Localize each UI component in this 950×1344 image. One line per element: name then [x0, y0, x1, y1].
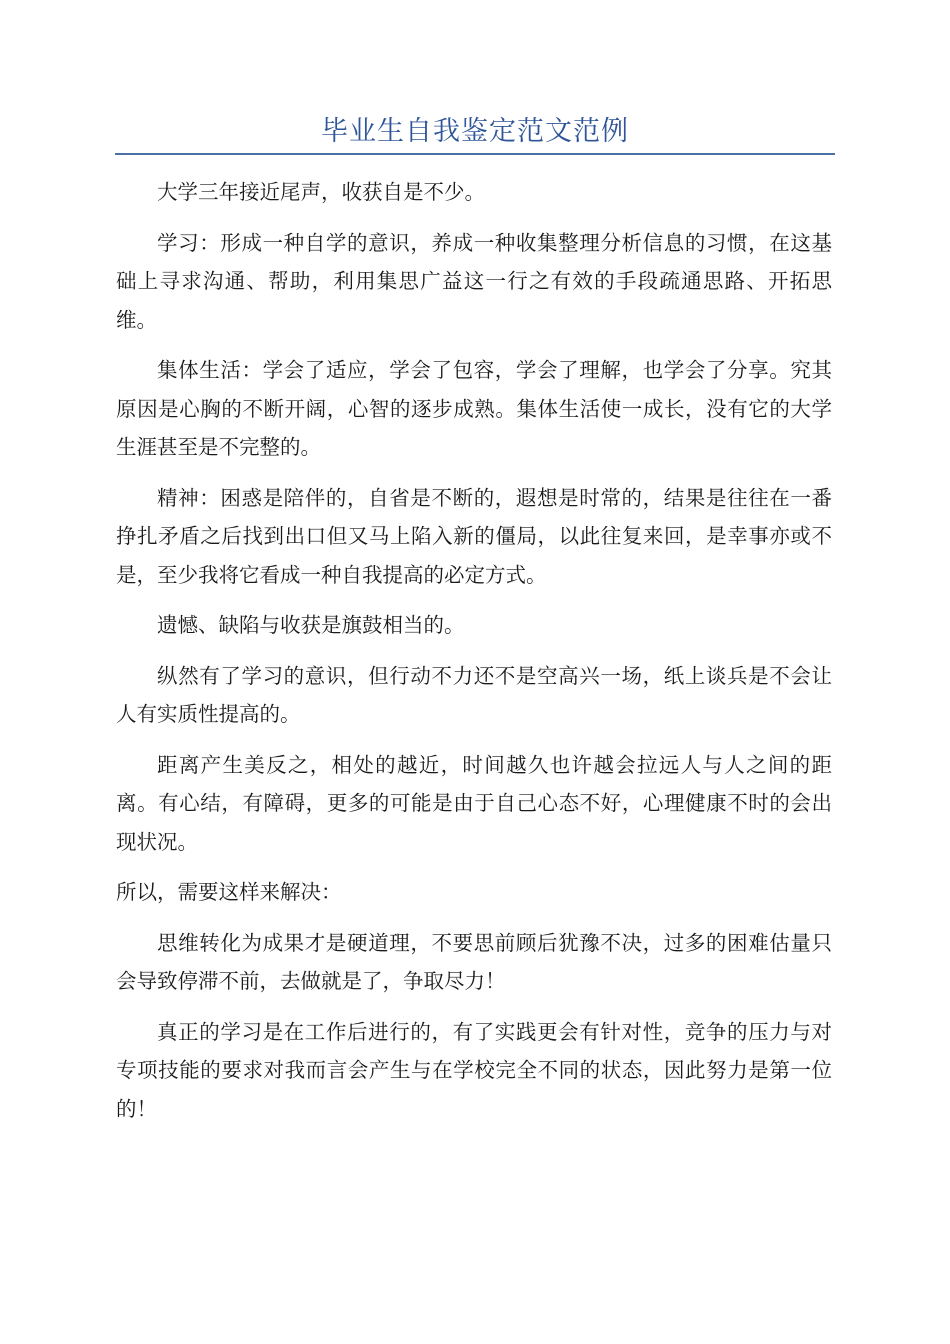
paragraph-action: 纵然有了学习的意识，但行动不力还不是空高兴一场，纸上谈兵是不会让人有实质性提高的。: [116, 663, 832, 726]
paragraph-distance: 距离产生美反之，相处的越近，时间越久也许越会拉远人与人之间的距离。有心结，有障碍，更多的可能是由于自己心态不好，心理健康不时的会出现状况。: [116, 752, 832, 854]
paragraph-real-learning: 真正的学习是在工作后进行的，有了实践更会有针对性，竞争的压力与对专项技能的要求对我而言会产生与在学校完全不同的状态，因此努力是第一位的！: [116, 1019, 832, 1121]
paragraph-study: 学习：形成一种自学的意识，养成一种收集整理分析信息的习惯，在这基础上寻求沟通、帮助，利用集思广益这一行之有效的手段疏通思路、开拓思维。: [116, 230, 832, 332]
paragraph-solution-intro: 所以，需要这样来解决：: [116, 880, 342, 904]
document-body: [116, 173, 832, 1140]
paragraph-thinking: 思维转化为成果才是硬道理，不要思前顾后犹豫不决，过多的困难估量只会导致停滞不前，去做就是了，争取尽力！: [116, 930, 832, 993]
paragraph-regrets: 遗憾、缺陷与收获是旗鼓相当的。: [157, 613, 465, 637]
paragraph-intro: 大学三年接近尾声，收获自是不少。: [157, 180, 485, 204]
paragraph-group-life: 集体生活：学会了适应，学会了包容，学会了理解，也学会了分享。究其原因是心胸的不断开阔，心智的逐步成熟。集体生活使一成长，没有它的大学生涯甚至是不完整的。: [116, 358, 832, 459]
title-underline: [115, 153, 835, 155]
paragraph-spirit: 精神：困惑是陪伴的，自省是不断的，遐想是时常的，结果是往往在一番挣扎矛盾之后找到出口但又马上陷入新的僵局，以此往复来回，是幸事亦或不是，至少我将它看成一种自我提高的必定方式。: [116, 485, 832, 587]
document-title: 毕业生自我鉴定范文范例: [321, 116, 629, 147]
